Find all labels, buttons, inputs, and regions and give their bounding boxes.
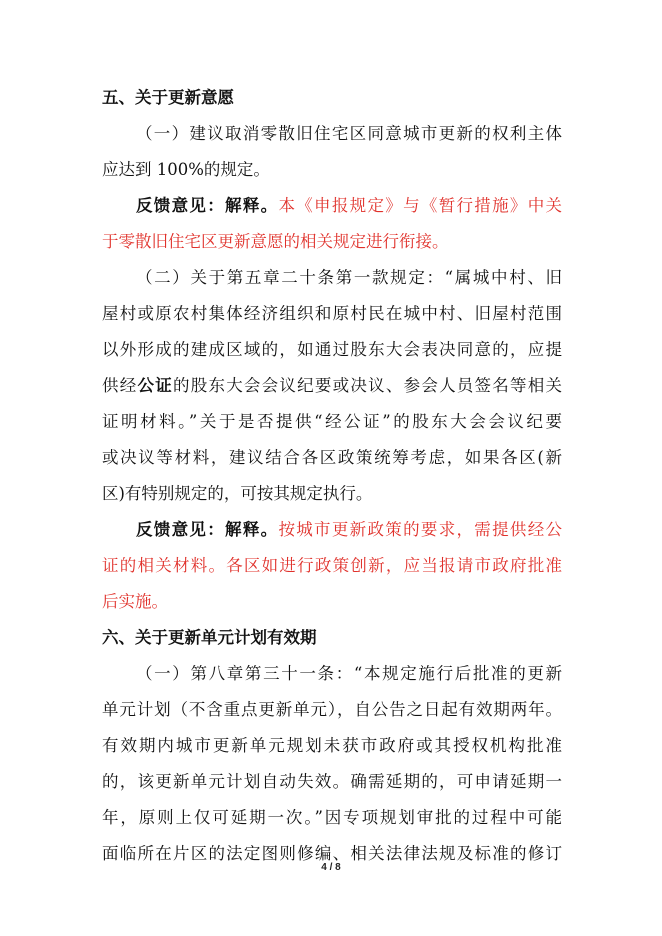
paragraph-line: （一）建议取消零散旧住宅区同意城市更新的权利主体 [136,124,562,143]
paragraph-line: 区)有特别规定的，可按其规定执行。 [102,484,373,503]
feedback-text-line: 证的相关材料。各区如进行政策创新，应当报请市政府批准 [102,556,562,575]
paragraph-line: 证明材料。”关于是否提供“经公证”的股东大会会议纪要 [102,412,562,431]
emphasis-notarization: 公证 [137,376,173,395]
feedback-text: 按城市更新政策的要求，需提供经公 [278,520,563,539]
paragraph-line: 以外形成的建成区域的，如通过股东大会表决同意的，应提 [102,340,562,359]
paragraph-line [102,375,562,397]
text-fragment: 供经 [102,376,138,395]
paragraph-line: 有效期内城市更新单元规划未获市政府或其授权机构批准 [102,736,562,755]
paragraph-line: 或决议等材料，建议结合各区政策统筹考虑，如果各区(新 [102,448,562,467]
text-fragment: 的股东大会会议纪要或决议、参会人员签名等相关 [172,376,563,395]
feedback-text-line: 后实施。 [102,592,168,611]
paragraph-line: （一）第八章第三十一条：“本规定施行后批准的更新 [136,664,562,683]
paragraph-line: 年，原则上仅可延期一次。”因专项规划审批的过程中可能 [102,808,562,827]
paragraph-line: 应达到 100%的规定。 [102,160,270,179]
section-six-heading: 六、关于更新单元计划有效期 [102,628,317,647]
feedback-text: 本《申报规定》与《暂行措施》中关 [278,196,563,215]
feedback-text-line: 于零散旧住宅区更新意愿的相关规定进行衔接。 [102,232,449,251]
feedback-verdict: 解释。 [225,196,279,215]
paragraph-line: （二）关于第五章二十条第一款规定：“属城中村、旧 [136,268,562,287]
paragraph-line: 的，该更新单元计划自动失效。确需延期的，可申请延期一 [102,772,562,791]
feedback-line [136,519,562,541]
feedback-label: 反馈意见： [136,196,226,215]
paragraph-line: 面临所在片区的法定图则修编、相关法律法规及标准的修订 [102,844,562,863]
paragraph-line: 单元计划（不含重点更新单元），自公告之日起有效期两年。 [102,700,562,719]
section-five-heading: 五、关于更新意愿 [102,88,234,107]
paragraph-line: 屋村或原农村集体经济组织和原村民在城中村、旧屋村范围 [102,304,562,323]
feedback-verdict: 解释。 [225,520,279,539]
page-number: 4 / 8 [321,862,341,873]
feedback-line [136,195,562,217]
feedback-label: 反馈意见： [136,520,226,539]
